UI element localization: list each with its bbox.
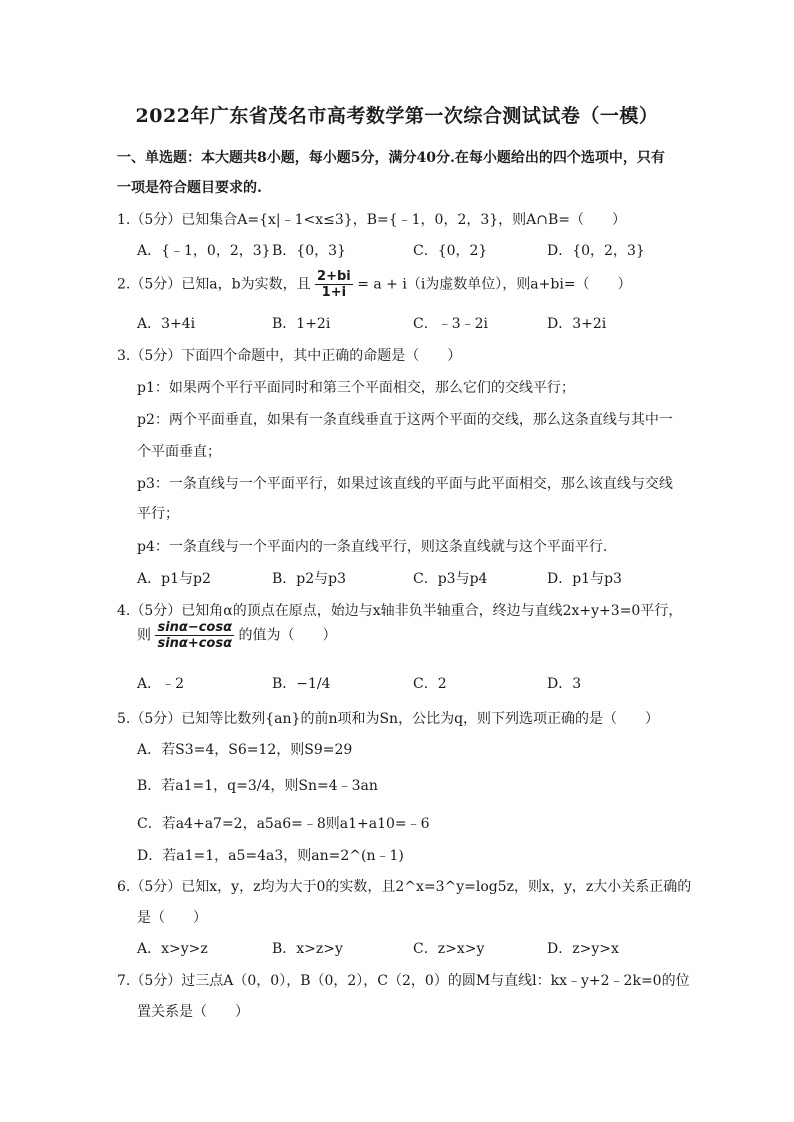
question-3-option-b: B．p2与p3: [272, 571, 347, 587]
question-3-proposition-3-line1: p3：一条直线与一个平面平行，如果过该直线的平面与此平面相交，那么该直线与交线: [137, 476, 673, 492]
question-4-option-d: D．3: [547, 676, 582, 692]
question-3-stem: 3.（5分）下面四个命题中，其中正确的命题是（ ）: [117, 348, 462, 364]
question-5-option-b: B．若a1=1，q=3/4，则Sn=4﹣3an: [137, 778, 378, 794]
question-7-stem-line2: 置关系是（ ）: [137, 1004, 249, 1020]
fraction-denominator: sinα+cosα: [157, 636, 233, 651]
question-2-option-c: C．﹣3﹣2i: [413, 316, 489, 332]
question-6-stem-line1: 6.（5分）已知x，y，z均为大于0的实数，且2^x=3^y=log5z，则x，y，z大小关系正确的: [117, 879, 692, 895]
question-2-fraction: [315, 269, 353, 300]
fraction-numerator: sinα−cosα: [157, 620, 233, 635]
question-1-option-d: D．{0，2，3}: [547, 243, 645, 259]
question-3-option-d: D．p1与p3: [547, 571, 622, 587]
question-3-proposition-3-line2: 平行；: [137, 506, 179, 522]
question-4-option-a: A．﹣2: [137, 676, 185, 692]
question-2-option-b: B．1+2i: [272, 316, 331, 332]
question-3-option-c: C．p3与p4: [413, 571, 488, 587]
question-5-stem: 5.（5分）已知等比数列{an}的前n项和为Sn，公比为q，则下列选项正确的是（ ）: [117, 711, 660, 727]
question-6-stem-line2: 是（ ）: [137, 910, 207, 926]
question-4-fraction: [155, 620, 234, 651]
question-5-option-d: D．若a1=1，a5=4a3，则an=2^(n﹣1): [137, 848, 404, 864]
question-3-option-a: A．p1与p2: [137, 571, 211, 587]
question-4-option-b: B．−1/4: [272, 676, 331, 692]
question-2-option-a: A．3+4i: [137, 316, 196, 332]
question-4-option-c: C．2: [413, 676, 447, 692]
section-heading-line1: 一、单选题：本大题共8小题，每小题5分，满分40分.在每小题给出的四个选项中，只有: [117, 150, 665, 166]
fraction-denominator: 1+i: [321, 285, 347, 300]
question-5-option-a: A．若S3=4，S6=12，则S9=29: [137, 742, 353, 758]
section-heading-line2: 一项是符合题目要求的.: [117, 180, 262, 196]
question-3-proposition-4: p4：一条直线与一个平面内的一条直线平行，则这条直线就与这个平面平行.: [137, 539, 608, 555]
question-4-expression: [137, 620, 337, 651]
page-title: 2022年广东省茂名市高考数学第一次综合测试试卷（一模）: [135, 105, 659, 127]
question-2-option-d: D．3+2i: [547, 316, 607, 332]
question-1-option-a: A．{﹣1，0，2，3}: [137, 243, 271, 259]
question-4-stem: 4.（5分）已知角α的顶点在原点，始边与x轴非负半轴重合，终边与直线2x+y+3=0平行，: [117, 603, 683, 619]
question-1-option-c: C．{0，2}: [413, 243, 488, 259]
question-4-suffix: 的值为（ ）: [238, 627, 337, 644]
question-7-stem-line1: 7.（5分）过三点A（0，0），B（0，2），C（2，0）的圆M与直线l：kx﹣y+2﹣2k=0的位: [117, 973, 690, 989]
question-1-option-b: B．{0，3}: [272, 243, 346, 259]
question-6-option-b: B．x>z>y: [272, 941, 343, 957]
question-2-stem: [117, 269, 632, 300]
question-3-proposition-1: p1：如果两个平行平面同时和第三个平面相交，那么它们的交线平行；: [137, 380, 575, 396]
question-6-option-c: C．z>x>y: [413, 941, 485, 957]
question-2-suffix: = a + i（i为虚数单位），则a+bi=（ ）: [357, 276, 632, 293]
question-1-stem: 1.（5分）已知集合A={x|﹣1<x≤3}，B={﹣1，0，2，3}，则A∩B=（ ）: [117, 212, 627, 228]
question-5-option-c: C．若a4+a7=2，a5a6=﹣8则a1+a10=﹣6: [137, 816, 430, 832]
question-3-proposition-2-line1: p2：两个平面垂直，如果有一条直线垂直于这两个平面的交线，那么这条直线与其中一: [137, 412, 673, 428]
question-3-proposition-2-line2: 个平面垂直；: [137, 444, 221, 460]
question-6-option-d: D．z>y>x: [547, 941, 619, 957]
question-6-option-a: A．x>y>z: [137, 941, 208, 957]
question-2-prefix: 2.（5分）已知a，b为实数，且: [117, 276, 311, 293]
question-4-prefix: 则: [137, 627, 151, 644]
fraction-numerator: 2+bi: [317, 269, 351, 284]
